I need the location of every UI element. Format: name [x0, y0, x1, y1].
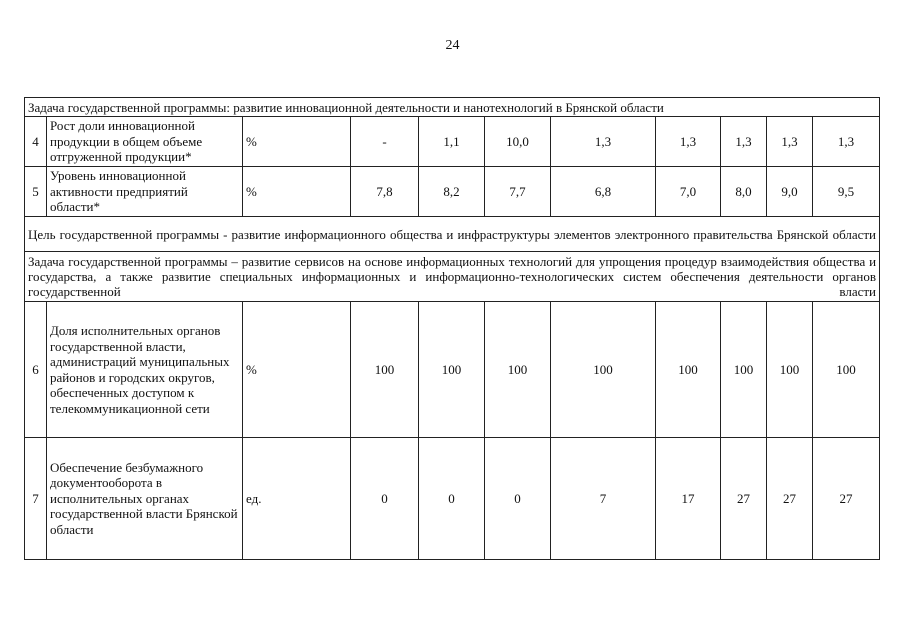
- value-cell: 100: [551, 302, 656, 438]
- value-cell: 1,3: [656, 117, 721, 167]
- value-cell: 100: [419, 302, 485, 438]
- value-cell: 10,0: [485, 117, 551, 167]
- value-cell: 1,3: [767, 117, 813, 167]
- value-cell: 1,3: [813, 117, 880, 167]
- value-cell: 27: [767, 438, 813, 560]
- value-cell: 27: [721, 438, 767, 560]
- indicator-name: Обеспечение безбумажного документооборота в исполнительных органах государственной власти Брянской области: [47, 438, 243, 560]
- value-cell: 0: [485, 438, 551, 560]
- value-cell: -: [351, 117, 419, 167]
- row-number: 5: [25, 167, 47, 217]
- value-cell: 100: [351, 302, 419, 438]
- value-cell: 1,1: [419, 117, 485, 167]
- value-cell: 6,8: [551, 167, 656, 217]
- value-cell: 8,2: [419, 167, 485, 217]
- value-cell: 100: [485, 302, 551, 438]
- value-cell: 100: [767, 302, 813, 438]
- value-cell: 7,0: [656, 167, 721, 217]
- row-number: 4: [25, 117, 47, 167]
- value-cell: 9,5: [813, 167, 880, 217]
- table-row: [25, 167, 880, 217]
- value-cell: 0: [351, 438, 419, 560]
- task-row: [25, 252, 880, 302]
- value-cell: 7: [551, 438, 656, 560]
- unit-cell: %: [243, 167, 351, 217]
- value-cell: 1,3: [721, 117, 767, 167]
- indicators-table: [24, 97, 880, 560]
- indicator-name: Уровень инновационной активности предприятий области*: [47, 167, 243, 217]
- unit-cell: ед.: [243, 438, 351, 560]
- goal-heading: Цель государственной программы - развитие информационного общества и инфраструктуры элементов электронного правительства Брянской области: [25, 217, 880, 252]
- row-number: 7: [25, 438, 47, 560]
- indicator-name: Рост доли инновационной продукции в общем объеме отгруженной продукции*: [47, 117, 243, 167]
- value-cell: 7,8: [351, 167, 419, 217]
- value-cell: 100: [721, 302, 767, 438]
- value-cell: 100: [656, 302, 721, 438]
- value-cell: 8,0: [721, 167, 767, 217]
- value-cell: 100: [813, 302, 880, 438]
- row-number: 6: [25, 302, 47, 438]
- goal-row: [25, 217, 880, 252]
- table-row: [25, 438, 880, 560]
- table-row: [25, 302, 880, 438]
- table-row: [25, 117, 880, 167]
- page-number: 24: [445, 38, 460, 53]
- indicator-name: Доля исполнительных органов государственной власти, администраций муниципальных районов и городских округов, обеспеченных доступом к телекоммуникационной сети: [47, 302, 243, 438]
- value-cell: 17: [656, 438, 721, 560]
- task-row: [25, 98, 880, 117]
- task-heading: Задача государственной программы – развитие сервисов на основе информационных технологий для упрощения процедур взаимодействия общества и государства, а также развитие специальных информационных и информационно-технологических систем обеспечения деятельности органов государственной власти: [25, 252, 880, 302]
- value-cell: 1,3: [551, 117, 656, 167]
- task-heading: Задача государственной программы: развитие инновационной деятельности и нанотехнологий в Брянской области: [25, 98, 880, 117]
- unit-cell: %: [243, 117, 351, 167]
- value-cell: 7,7: [485, 167, 551, 217]
- value-cell: 0: [419, 438, 485, 560]
- value-cell: 9,0: [767, 167, 813, 217]
- unit-cell: %: [243, 302, 351, 438]
- value-cell: 27: [813, 438, 880, 560]
